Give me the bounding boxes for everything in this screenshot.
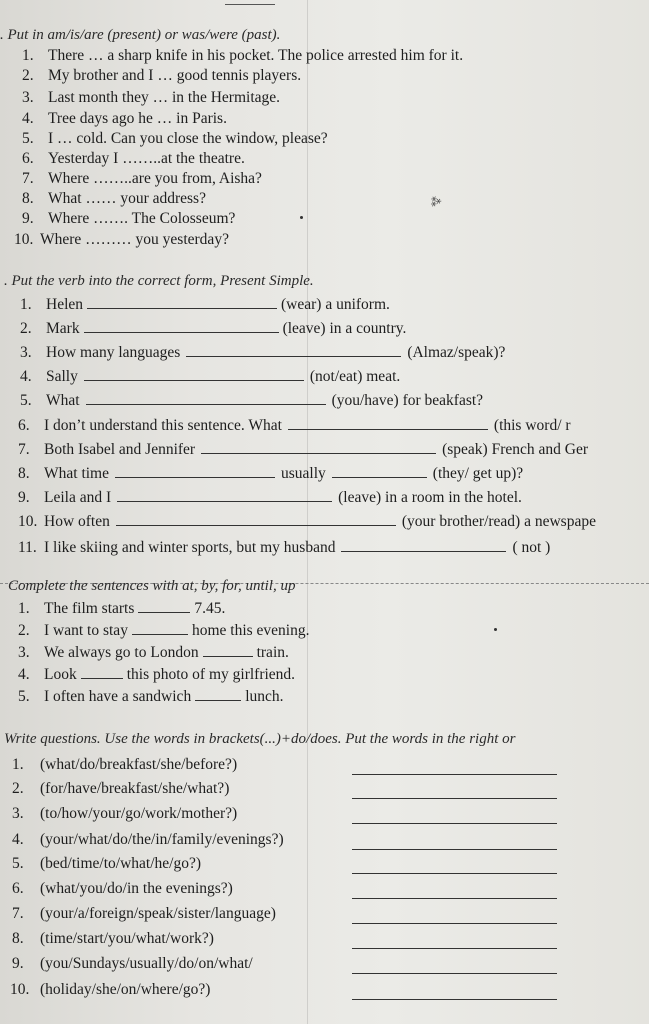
- item-text: Yesterday I ……..at the theatre.: [48, 150, 245, 167]
- exercise-item: [22, 47, 463, 65]
- item-number: 8.: [18, 465, 30, 482]
- answer-line[interactable]: [352, 873, 557, 874]
- exercise-item: [18, 688, 284, 706]
- item-text: (your/what/do/the/in/family/evenings?): [40, 831, 284, 848]
- item-verb-hint: ( not ): [512, 539, 551, 556]
- exercise-item: [20, 392, 483, 410]
- item-subject: What time: [44, 465, 109, 482]
- exercise-item: [12, 955, 253, 973]
- item-subject: How often: [44, 513, 110, 530]
- item-verb-hint: (not/eat) meat.: [309, 368, 401, 385]
- answer-blank[interactable]: [132, 622, 188, 635]
- answer-blank[interactable]: [138, 600, 190, 613]
- item-text: (what/you/do/in the evenings?): [40, 880, 233, 897]
- item-number: 5.: [12, 855, 24, 872]
- item-number: 5.: [18, 688, 30, 705]
- item-number: 7.: [22, 170, 34, 187]
- item-subject: Sally: [46, 368, 78, 385]
- exercise-item: [18, 513, 596, 531]
- item-number: 7.: [18, 441, 30, 458]
- exercise-item: [18, 465, 523, 483]
- exercise-item: [20, 368, 400, 386]
- item-number: 8.: [22, 190, 34, 207]
- answer-blank[interactable]: [341, 539, 506, 552]
- item-number: 1.: [20, 296, 32, 313]
- item-number: 1.: [22, 47, 34, 64]
- item-verb-hint: (leave) in a country.: [282, 320, 407, 337]
- paper-fold-crease: [307, 0, 308, 1024]
- exercise-item: [18, 666, 295, 684]
- item-number: 5.: [20, 392, 32, 409]
- item-number: 6.: [12, 880, 24, 897]
- item-verb-hint: (leave) in a room in the hotel.: [338, 489, 522, 506]
- item-verb-hint: (wear) a uniform.: [281, 296, 390, 313]
- item-subject: I like skiing and winter sports, but my husband: [44, 539, 336, 556]
- item-text-after: home this evening.: [191, 622, 310, 639]
- item-text-after: this photo of my girlfriend.: [126, 666, 296, 683]
- item-number: 3.: [22, 89, 34, 106]
- ink-smudge: ⁂: [427, 193, 444, 210]
- item-text: Where ……… you yesterday?: [40, 231, 229, 248]
- item-number: 3.: [20, 344, 32, 361]
- answer-line[interactable]: [352, 973, 557, 974]
- item-number: 10.: [18, 513, 38, 530]
- exercise-item: [18, 644, 289, 662]
- item-text-after: 7.45.: [194, 600, 226, 617]
- item-number: 10.: [14, 231, 34, 248]
- item-text: Where ……..are you from, Aisha?: [48, 170, 262, 187]
- exercise-item: [20, 320, 406, 338]
- exercise-item: [22, 210, 235, 228]
- exercise-item: [22, 150, 245, 168]
- answer-line[interactable]: [352, 999, 557, 1000]
- item-number: 9.: [22, 210, 34, 227]
- exercise-item: [18, 489, 522, 507]
- exercise-item: [12, 805, 237, 823]
- item-text-before: The film starts: [44, 600, 135, 617]
- section4-header: Write questions. Use the words in brackets(...)+do/does. Put the words in the right or: [4, 731, 516, 747]
- item-number: 2.: [22, 67, 34, 84]
- exercise-item: [22, 130, 328, 148]
- item-verb-hint: (they/ get up)?: [432, 465, 524, 482]
- item-number: 2.: [18, 622, 30, 639]
- ink-dot: [300, 216, 303, 219]
- item-text: (time/start/you/what/work?): [40, 930, 214, 947]
- answer-line[interactable]: [352, 898, 557, 899]
- section3-header: Complete the sentences with at, by, for, until, up: [8, 578, 296, 594]
- answer-blank[interactable]: [84, 320, 279, 333]
- item-subject: What: [46, 392, 80, 409]
- item-number: 9.: [18, 489, 30, 506]
- item-subject: Both Isabel and Jennifer: [44, 441, 196, 458]
- item-number: 10.: [10, 981, 30, 998]
- exercise-item: [18, 539, 550, 557]
- exercise-item: [10, 981, 210, 999]
- item-number: 2.: [20, 320, 32, 337]
- item-text: Where ……. The Colosseum?: [48, 210, 236, 227]
- item-number: 9.: [12, 955, 24, 972]
- item-number: 8.: [12, 930, 24, 947]
- item-number: 6.: [22, 150, 34, 167]
- answer-blank[interactable]: [195, 688, 241, 701]
- answer-line[interactable]: [352, 823, 557, 824]
- item-text: (your/a/foreign/speak/sister/language): [40, 905, 276, 922]
- exercise-item: [12, 880, 233, 898]
- item-text-before: Look: [44, 666, 77, 683]
- answer-blank[interactable]: [81, 666, 123, 679]
- exercise-item: [12, 930, 214, 948]
- item-text-after: train.: [256, 644, 289, 661]
- item-text-before: We always go to London: [44, 644, 199, 661]
- answer-line[interactable]: [352, 774, 557, 775]
- answer-blank[interactable]: [186, 344, 401, 357]
- item-text: Last month they … in the Hermitage.: [48, 89, 281, 106]
- item-text: (to/how/your/go/work/mother?): [40, 805, 238, 822]
- exercise-item: [18, 600, 225, 618]
- item-text: (for/have/breakfast/she/what?): [40, 780, 230, 797]
- item-number: 2.: [12, 780, 24, 797]
- exercise-item: [20, 296, 390, 314]
- exercise-item: [22, 67, 301, 85]
- answer-blank[interactable]: [201, 441, 436, 454]
- item-text: What …… your address?: [48, 190, 206, 207]
- answer-line[interactable]: [352, 798, 557, 799]
- item-subject: How many languages: [46, 344, 181, 361]
- exercise-item: [18, 417, 571, 435]
- item-number: 7.: [12, 905, 24, 922]
- item-number: 6.: [18, 417, 30, 434]
- item-number: 3.: [12, 805, 24, 822]
- item-text: Tree days ago he … in Paris.: [48, 110, 227, 127]
- item-subject: Helen: [46, 296, 84, 313]
- answer-blank[interactable]: [115, 465, 275, 478]
- answer-blank[interactable]: [87, 296, 277, 309]
- item-verb-hint: (Almaz/speak)?: [407, 344, 506, 361]
- exercise-item: [22, 170, 262, 188]
- item-number: 5.: [22, 130, 34, 147]
- exercise-item: [20, 344, 505, 362]
- item-number: 4.: [18, 666, 30, 683]
- item-number: 1.: [18, 600, 30, 617]
- item-subject: I don’t understand this sentence. What: [44, 417, 282, 434]
- answer-blank[interactable]: [117, 489, 332, 502]
- item-text: (bed/time/to/what/he/go?): [40, 855, 201, 872]
- exercise-item: [18, 441, 588, 459]
- item-text-before: I want to stay: [44, 622, 128, 639]
- answer-blank[interactable]: [84, 368, 304, 381]
- item-text-after: lunch.: [245, 688, 284, 705]
- answer-line[interactable]: [352, 849, 557, 850]
- item-text: (holiday/she/on/where/go?): [40, 981, 211, 998]
- item-verb-hint: (this word/ r: [493, 417, 571, 434]
- answer-blank[interactable]: [332, 465, 427, 478]
- answer-blank[interactable]: [116, 513, 396, 526]
- item-text-before: I often have a sandwich: [44, 688, 192, 705]
- item-verb-hint: (you/have) for beakfast?: [331, 392, 484, 409]
- exercise-item: [22, 110, 227, 128]
- item-text: There … a sharp knife in his pocket. The police arrested him for it.: [48, 47, 464, 64]
- exercise-item: [14, 231, 229, 249]
- answer-line[interactable]: [352, 948, 557, 949]
- item-number: 1.: [12, 756, 24, 773]
- exercise-item: [22, 190, 206, 208]
- item-number: 4.: [12, 831, 24, 848]
- exercise-item: [18, 622, 309, 640]
- answer-blank[interactable]: [288, 417, 488, 430]
- item-text: My brother and I … good tennis players.: [48, 67, 302, 84]
- exercise-item: [12, 855, 201, 873]
- answer-blank[interactable]: [203, 644, 253, 657]
- item-number: 3.: [18, 644, 30, 661]
- item-text: (what/do/breakfast/she/before?): [40, 756, 238, 773]
- item-verb-hint: (speak) French and Ger: [442, 441, 588, 458]
- ink-dot: [494, 628, 497, 631]
- item-number: 11.: [18, 539, 37, 556]
- item-text: (you/Sundays/usually/do/on/what/: [40, 955, 253, 972]
- item-subject: Mark: [46, 320, 80, 337]
- item-subject: Leila and I: [44, 489, 112, 506]
- exercise-item: [12, 780, 229, 798]
- top-divider: [225, 4, 275, 5]
- item-middle: usually: [281, 465, 326, 482]
- exercise-item: [12, 756, 237, 774]
- exercise-item: [12, 831, 284, 849]
- section2-header: . Put the verb into the correct form, Present Simple.: [4, 273, 314, 289]
- section1-header: . Put in am/is/are (present) or was/were (past).: [0, 27, 281, 43]
- item-number: 4.: [20, 368, 32, 385]
- answer-blank[interactable]: [86, 392, 326, 405]
- item-verb-hint: (your brother/read) a newspape: [401, 513, 596, 530]
- item-number: 4.: [22, 110, 34, 127]
- exercise-item: [22, 89, 280, 107]
- exercise-item: [12, 905, 276, 923]
- item-text: I … cold. Can you close the window, please?: [48, 130, 328, 147]
- answer-line[interactable]: [352, 923, 557, 924]
